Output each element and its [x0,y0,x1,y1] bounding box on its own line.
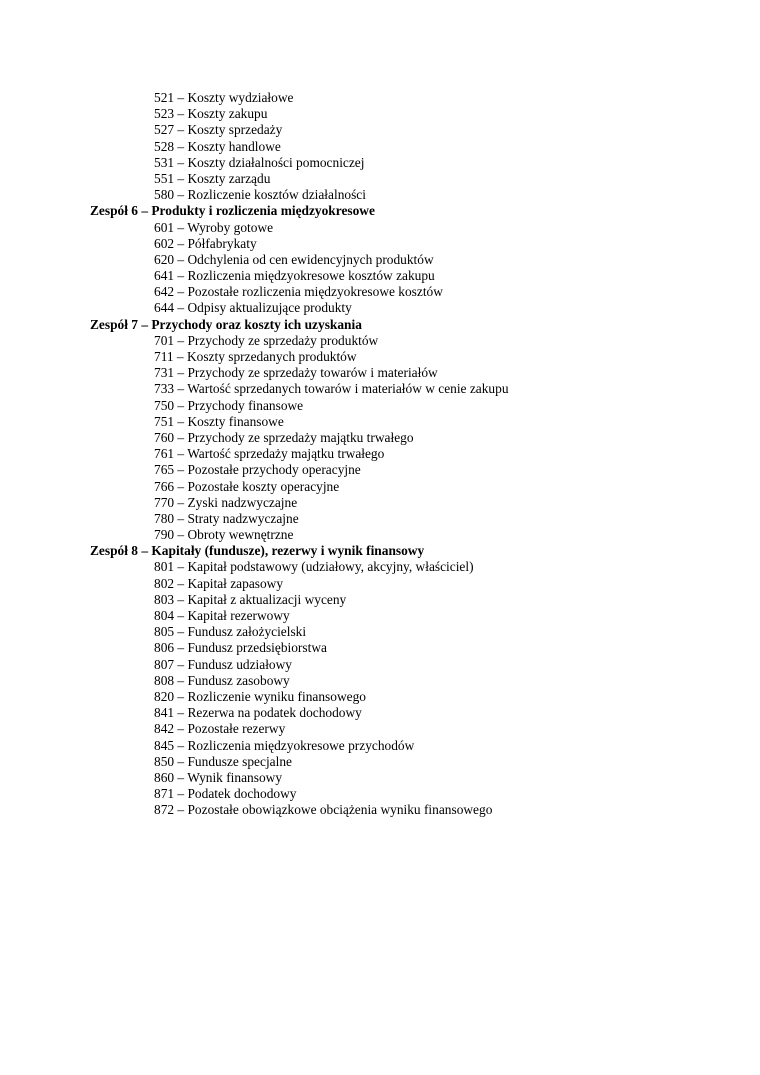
account-item: 871 – Podatek dochodowy [154,786,297,802]
account-item: 733 – Wartość sprzedanych towarów i materiałów w cenie zakupu [154,381,509,397]
account-item: 807 – Fundusz udziałowy [154,656,292,672]
account-item: 580 – Rozliczenie kosztów działalności [154,187,366,203]
account-item: 711 – Koszty sprzedanych produktów [154,349,357,364]
account-item: 842 – Pozostałe rezerwy [154,721,286,737]
account-item: 801 – Kapitał podstawowy (udziałowy, akcyjny, właściciel) [154,559,474,575]
account-item: 820 – Rozliczenie wyniku finansowego [154,688,366,704]
account-item: 644 – Odpisy aktualizujące produkty [154,300,352,316]
account-item: 701 – Przychody ze sprzedaży produktów [154,332,379,348]
account-item: 790 – Obroty wewnętrzne [154,527,294,543]
section-heading-zespol-8: Zespół 8 – Kapitały (fundusze), rezerwy i wynik finansowy [90,543,425,559]
account-item: 523 – Koszty zakupu [154,106,268,122]
account-item: 765 – Pozostałe przychody operacyjne [154,462,361,478]
account-item: 872 – Pozostałe obowiązkowe obciążenia wyniku finansowego [154,802,493,818]
account-item: 804 – Kapitał rezerwowy [154,608,290,623]
account-item: 531 – Koszty działalności pomocniczej [154,154,365,170]
account-item: 521 – Koszty wydziałowe [154,90,294,105]
account-item: 845 – Rozliczenia międzyokresowe przychodów [154,737,415,753]
section-heading-zespol-6: Zespół 6 – Produkty i rozliczenia międzyokresowe [90,203,375,219]
account-item: 808 – Fundusz zasobowy [154,672,290,688]
account-item: 601 – Wyroby gotowe [154,219,274,235]
account-item: 770 – Zyski nadzwyczajne [154,494,298,510]
account-item: 805 – Fundusz założycielski [154,624,307,640]
account-item: 641 – Rozliczenia międzyokresowe kosztów zakupu [154,268,435,284]
account-item: 860 – Wynik finansowy [154,769,283,785]
account-item: 841 – Rezerwa na podatek dochodowy [154,705,362,721]
account-list [90,90,710,818]
account-item: 850 – Fundusze specjalne [154,753,292,769]
account-item: 803 – Kapitał z aktualizacji wyceny [154,591,347,607]
account-item: 751 – Koszty finansowe [154,413,284,429]
account-item: 642 – Pozostałe rozliczenia międzyokresowe kosztów [154,284,443,300]
account-item: 551 – Koszty zarządu [154,170,271,186]
account-item: 761 – Wartość sprzedaży majątku trwałego [154,446,385,462]
account-item: 806 – Fundusz przedsiębiorstwa [154,640,327,656]
account-item: 731 – Przychody ze sprzedaży towarów i materiałów [154,365,438,381]
account-item: 780 – Straty nadzwyczajne [154,510,299,526]
account-item: 527 – Koszty sprzedaży [154,122,283,138]
account-item: 750 – Przychody finansowe [154,397,304,413]
account-item: 602 – Półfabrykaty [154,235,257,251]
account-item: 760 – Przychody ze sprzedaży majątku trwałego [154,429,414,445]
account-item: 528 – Koszty handlowe [154,138,281,154]
account-item: 802 – Kapitał zapasowy [154,575,284,591]
account-item: 766 – Pozostałe koszty operacyjne [154,478,340,494]
section-heading-zespol-7: Zespół 7 – Przychody oraz koszty ich uzyskania [90,316,362,332]
account-item: 620 – Odchylenia od cen ewidencyjnych produktów [154,251,434,267]
